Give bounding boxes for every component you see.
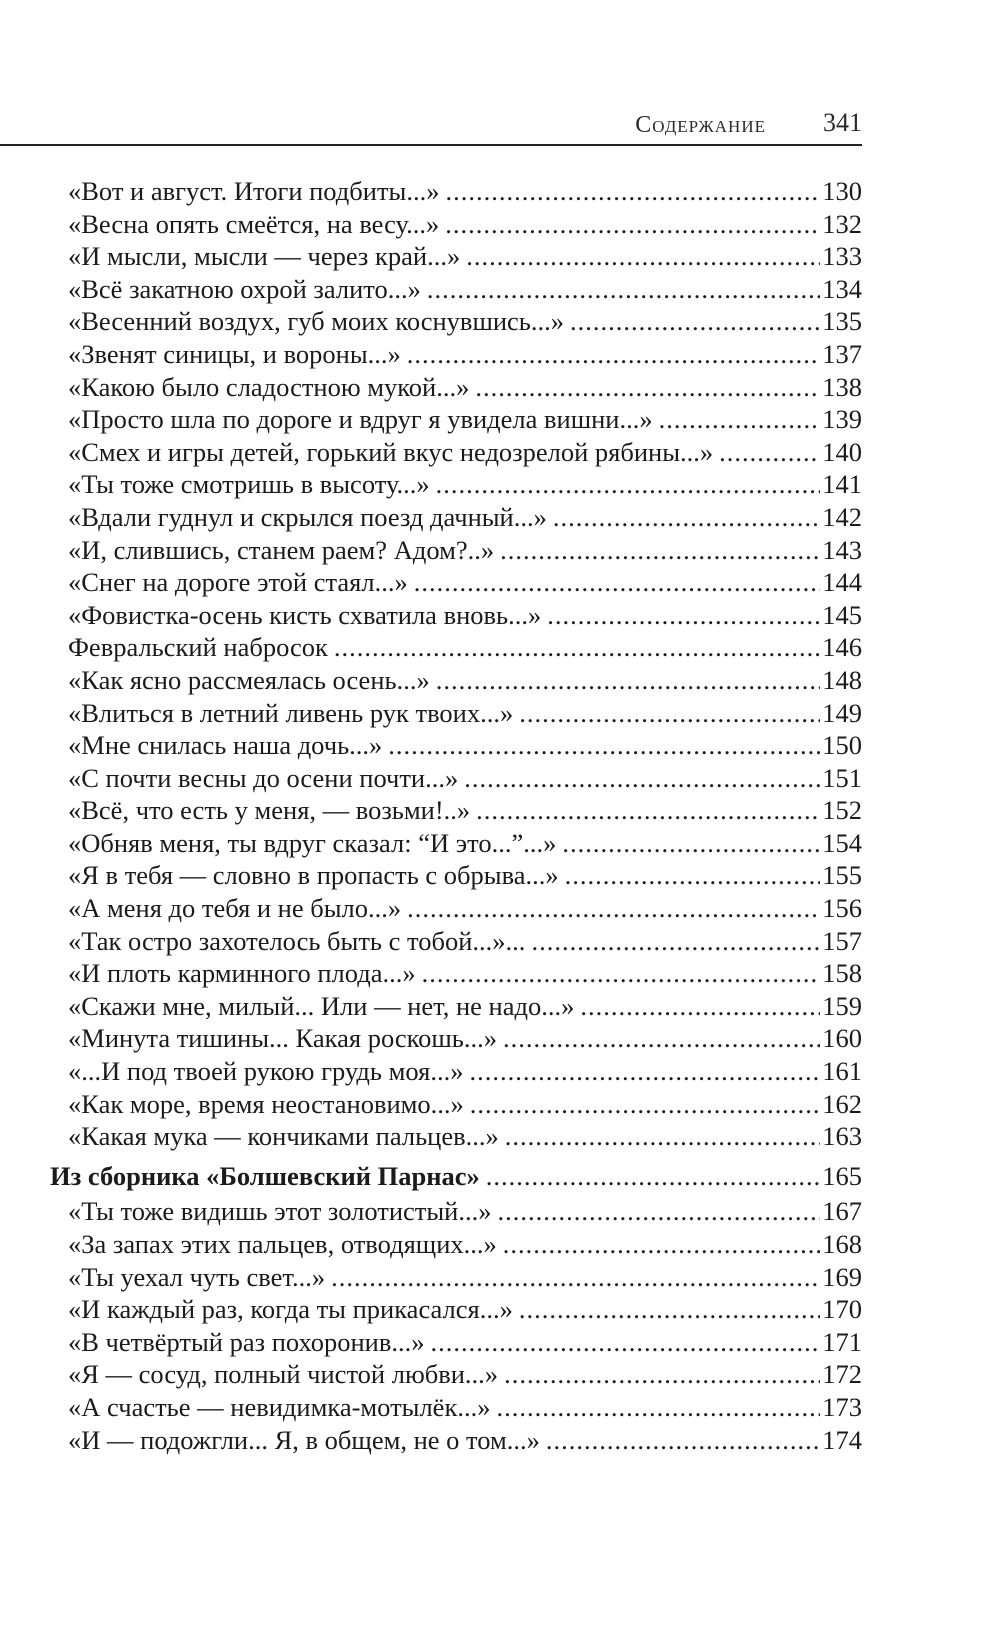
toc-entry-title: «И плоть карминного плода...»	[68, 958, 416, 989]
dot-leader	[436, 664, 821, 697]
toc-entry	[50, 240, 862, 273]
toc-entry-title: «Фовистка-осень кисть схватила вновь...»	[68, 599, 542, 630]
page-number: 341	[823, 108, 862, 137]
dot-leader	[570, 305, 820, 338]
page-header	[0, 100, 862, 144]
dot-leader	[565, 859, 821, 892]
toc-entry	[50, 1326, 862, 1359]
toc-entry	[50, 794, 862, 827]
toc-entry-page: 144	[822, 567, 862, 598]
toc-entry	[50, 990, 862, 1023]
toc-entry-title: «И, слившись, станем раем? Адом?..»	[68, 534, 495, 565]
toc-entry	[50, 338, 862, 371]
toc-entry-page: 150	[822, 730, 862, 761]
toc-entry-title: «Обняв меня, ты вдруг сказал: “И это...”...»	[68, 827, 557, 858]
toc-section-page: 165	[822, 1160, 862, 1191]
toc-entry-page: 146	[822, 632, 862, 663]
toc-entry	[50, 1228, 862, 1261]
toc-entry-page: 161	[822, 1056, 862, 1087]
dot-leader	[331, 1261, 820, 1294]
dot-leader	[504, 1358, 820, 1391]
toc-entry-page: 173	[822, 1391, 862, 1422]
toc-section-heading	[50, 1160, 862, 1193]
toc-entry-page: 139	[822, 404, 862, 435]
toc-entry	[50, 664, 862, 697]
dot-leader	[519, 697, 820, 730]
dot-leader	[407, 338, 820, 371]
toc-entry	[50, 436, 862, 469]
toc-entry-title: «Вдали гуднул и скрылся поезд дачный...»	[68, 501, 547, 532]
toc-entry-title: «С почти весны до осени почти...»	[68, 762, 459, 793]
dot-leader	[580, 990, 820, 1023]
toc-entry	[50, 305, 862, 338]
dot-leader	[562, 827, 820, 860]
toc-entry-page: 151	[822, 762, 862, 793]
toc-entry	[50, 1358, 862, 1391]
dot-leader	[469, 1055, 820, 1088]
header-rule	[0, 144, 862, 146]
toc-entry	[50, 273, 862, 306]
dot-leader	[531, 925, 820, 958]
toc-entry-page: 169	[822, 1261, 862, 1292]
dot-leader	[430, 1326, 820, 1359]
toc-entry-page: 130	[822, 176, 862, 206]
toc-entry-page: 171	[822, 1326, 862, 1357]
toc-entry	[50, 534, 862, 567]
toc-entry	[50, 501, 862, 534]
toc-entry-title: «Влиться в летний ливень рук твоих...»	[68, 697, 514, 728]
toc-entry-title: «Всё закатною охрой залито...»	[68, 273, 421, 304]
dot-leader	[470, 1088, 820, 1121]
toc-entry-title: «Звенят синицы, и вороны...»	[68, 338, 401, 369]
toc-entry-page: 162	[822, 1088, 862, 1119]
toc-entry	[50, 697, 862, 730]
toc-entry-title: «Как ясно рассмеялась осень...»	[68, 664, 430, 695]
dot-leader	[547, 599, 820, 632]
toc-entry-title: «Мне снилась наша дочь...»	[68, 730, 383, 761]
dot-leader	[422, 957, 821, 990]
toc-entry-title: «Минута тишины... Какая роскошь...»	[68, 1023, 498, 1054]
dot-leader	[427, 273, 820, 306]
toc-entry-page: 170	[822, 1294, 862, 1325]
toc-entry-page: 141	[822, 469, 862, 500]
toc-entry	[50, 1088, 862, 1121]
toc-entry-title: «Какая мука — кончиками пальцев...»	[68, 1121, 499, 1152]
toc-entry-page: 155	[822, 860, 862, 891]
toc-entry	[50, 566, 862, 599]
dot-leader	[505, 1120, 821, 1153]
toc-entry-title: «Какою было сладостною мукой...»	[68, 371, 470, 402]
toc-entry-title: «И — подожгли... Я, в общем, не о том...»	[68, 1424, 540, 1455]
toc-entry	[50, 827, 862, 860]
toc-entry	[50, 925, 862, 958]
toc-entry	[50, 892, 862, 925]
toc-entry	[50, 957, 862, 990]
toc-entry	[50, 631, 862, 664]
dot-leader	[503, 1022, 820, 1055]
dot-leader	[486, 1160, 820, 1193]
toc-entry	[50, 762, 862, 795]
dot-leader	[503, 1228, 821, 1261]
toc-entry-page: 140	[822, 436, 862, 467]
toc-entry-page: 132	[822, 208, 862, 239]
dot-leader	[519, 1293, 820, 1326]
toc-entry-page: 149	[822, 697, 862, 728]
toc-entry-title: «Скажи мне, милый... Или — нет, не надо...»	[68, 990, 575, 1021]
toc-entry-title: «Просто шла по дороге и вдруг я увидела вишни...»	[68, 404, 653, 435]
toc-entry-page: 158	[822, 958, 862, 989]
toc-entry	[50, 1293, 862, 1326]
toc-entry-page: 148	[822, 664, 862, 695]
dot-leader	[659, 403, 821, 436]
toc-entry-page: 154	[822, 827, 862, 858]
toc-entry-title: «Ты тоже видишь этот золотистый...»	[68, 1196, 492, 1227]
toc-entry-page: 167	[822, 1196, 862, 1227]
toc-entry-page: 156	[822, 893, 862, 924]
toc-entry-title: «Смех и игры детей, горький вкус недозрелой рябины...»	[68, 436, 714, 467]
toc-entry-title: «Всё, что есть у меня, — возьми!..»	[68, 795, 471, 826]
dot-leader	[496, 1391, 820, 1424]
toc-entry	[50, 468, 862, 501]
toc-entry	[50, 371, 862, 404]
toc-entry-title: «А счастье — невидимка-мотылёк...»	[68, 1391, 491, 1422]
toc-entry-title: «Весенний воздух, губ моих коснувшись...»	[68, 306, 565, 337]
toc-entry-title: «Я в тебя — словно в пропасть с обрыва...»	[68, 860, 559, 891]
running-title: Содержание	[635, 112, 766, 138]
dot-leader	[719, 436, 820, 469]
toc-entry-title: «Ты уехал чуть свет...»	[68, 1261, 326, 1292]
dot-leader	[334, 631, 820, 664]
dot-leader	[407, 892, 820, 925]
toc-entry	[50, 1022, 862, 1055]
dot-leader	[466, 240, 820, 273]
toc-entry-title: «Вот и август. Итоги подбиты...»	[68, 176, 440, 206]
dot-leader	[500, 534, 820, 567]
toc-entry	[50, 599, 862, 632]
toc-entry	[50, 1261, 862, 1294]
dot-leader	[553, 501, 820, 534]
toc-entry-title: «Так остро захотелось быть с тобой...»...	[68, 925, 526, 956]
toc-entry-page: 152	[822, 795, 862, 826]
toc-entry-page: 134	[822, 273, 862, 304]
dot-leader	[476, 794, 820, 827]
dot-leader	[445, 175, 820, 208]
toc-entry-page: 159	[822, 990, 862, 1021]
toc-entry	[50, 1195, 862, 1228]
toc-entry	[50, 175, 862, 208]
dot-leader	[414, 566, 821, 599]
table-of-contents	[50, 175, 862, 1456]
toc-entry	[50, 1391, 862, 1424]
toc-entry-title: «И мысли, мысли — через край...»	[68, 241, 461, 272]
dot-leader	[388, 729, 820, 762]
dot-leader	[475, 371, 820, 404]
toc-entry-page: 137	[822, 338, 862, 369]
toc-entry	[50, 403, 862, 436]
toc-entry	[50, 729, 862, 762]
toc-entry	[50, 1120, 862, 1153]
toc-entry	[50, 208, 862, 241]
toc-entry-page: 168	[822, 1229, 862, 1259]
dot-leader	[464, 762, 820, 795]
toc-entry-page: 172	[822, 1359, 862, 1390]
toc-entry-page: 145	[822, 599, 862, 630]
dot-leader	[546, 1424, 820, 1457]
toc-entry-title: «Ты тоже смотришь в высоту...»	[68, 469, 430, 500]
toc-entry-page: 138	[822, 371, 862, 402]
toc-entry	[50, 859, 862, 892]
toc-entry-page: 163	[822, 1121, 862, 1152]
toc-entry-title: «За запах этих пальцев, отводящих...»	[68, 1229, 497, 1259]
toc-entry-page: 157	[822, 925, 862, 956]
toc-entry-title: «Как море, время неостановимо...»	[68, 1088, 464, 1119]
toc-entry-title: «Весна опять смеётся, на весу...»	[68, 208, 440, 239]
toc-entry-page: 160	[822, 1023, 862, 1054]
toc-entry-title: «Снег на дороге этой стаял...»	[68, 567, 408, 598]
dot-leader	[497, 1195, 820, 1228]
toc-entry-title: «...И под твоей рукою грудь моя...»	[68, 1056, 464, 1087]
toc-section-title: Из сборника «Болшевский Парнас»	[50, 1160, 480, 1191]
dot-leader	[436, 468, 821, 501]
toc-entry-page: 174	[822, 1424, 862, 1455]
toc-entry-page: 143	[822, 534, 862, 565]
toc-entry-page: 142	[822, 501, 862, 532]
toc-entry-title: «И каждый раз, когда ты прикасался...»	[68, 1294, 513, 1325]
toc-entry-title: Февральский набросок	[68, 632, 328, 663]
toc-entry-title: «В четвёртый раз похоронив...»	[68, 1326, 425, 1357]
toc-entry-page: 133	[822, 241, 862, 272]
toc-entry	[50, 1055, 862, 1088]
toc-entry-title: «А меня до тебя и не было...»	[68, 893, 402, 924]
toc-entry-page: 135	[822, 306, 862, 337]
dot-leader	[445, 208, 820, 241]
toc-entry	[50, 1424, 862, 1457]
toc-entry-title: «Я — сосуд, полный чистой любви...»	[68, 1359, 499, 1390]
